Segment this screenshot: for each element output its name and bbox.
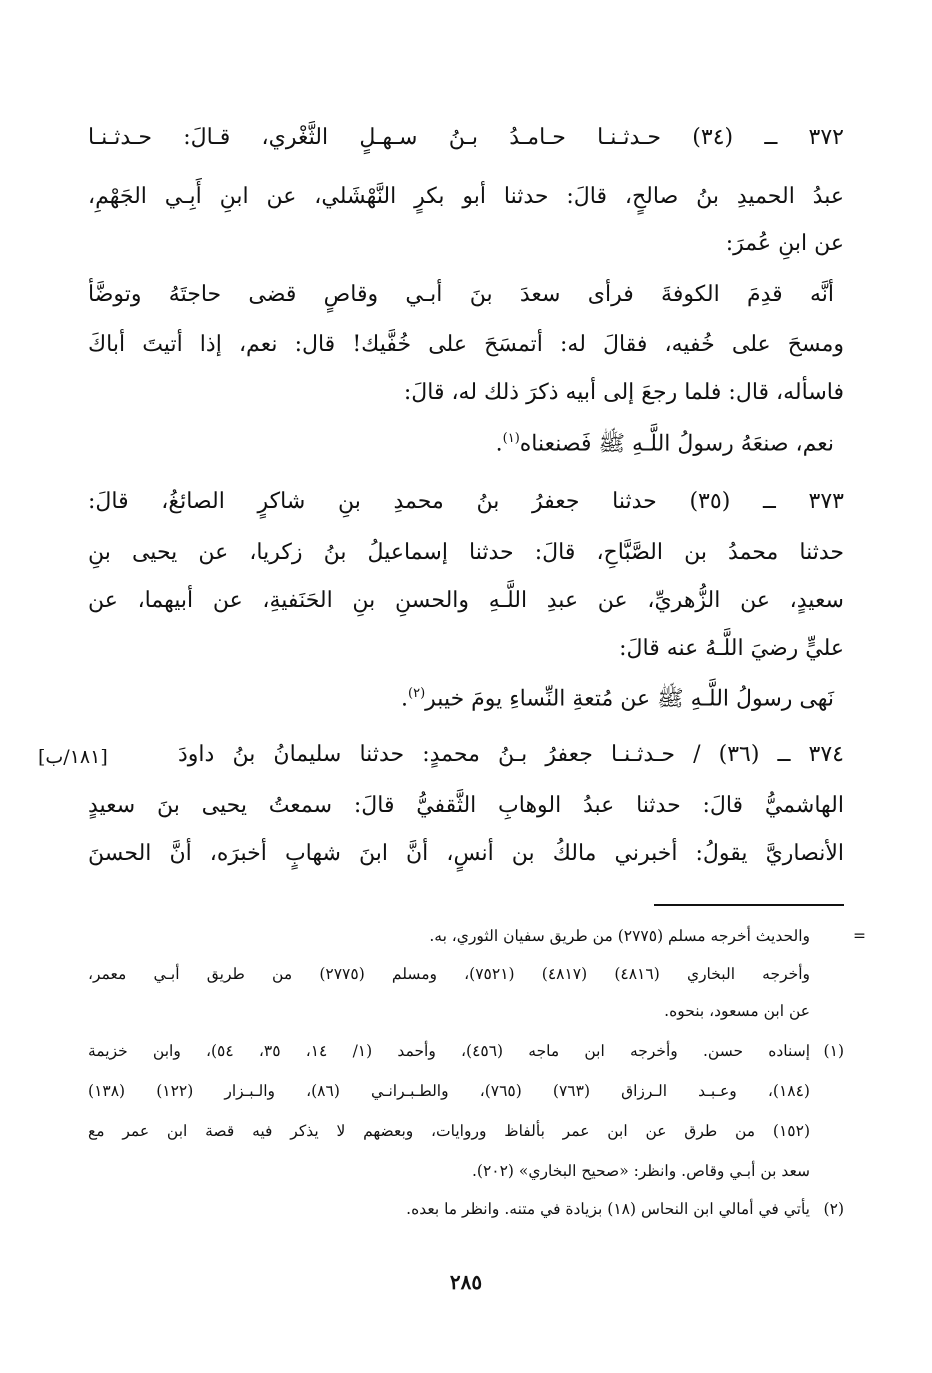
footnote-number: (١) [823, 1042, 844, 1060]
footnote-marker: (١) [502, 431, 520, 446]
footnote-text: (١٥٢) من طرق عن ابن عمر بألفاظ وروايات، وبعضهم لا يذكر فيه قصة ابن عمر مع [88, 1122, 810, 1140]
footnote-text: سعد بن أبـي وقاص. وانظر: «صحيح البخاري» (٢٠٢). [471, 1162, 810, 1180]
footnote-number: (٢) [823, 1200, 844, 1218]
footnote-text: عن ابن مسعود، بنحوه. [664, 1002, 810, 1020]
text-line: عبدُ الحميدِ بنُ صالحٍ، قالَ: حدثنا أبو بكرٍ النَّهْشَلي، عن ابنِ أَبِـي الجَهْمِ، [88, 184, 844, 209]
footnote-marker: (٢) [408, 686, 426, 701]
text-line: ٣٧٣ ــ (٣٥) حدثنا جعفرُ بنُ محمدِ بنِ شاكرٍ الصائغُ، قالَ: [88, 489, 844, 514]
text-line: الهاشميُّ قالَ: حدثنا عبدُ الوهابِ الثَّقفيُّ قالَ: سمعتُ يحيى بنَ سعيدٍ [88, 793, 844, 818]
text-line [78, 687, 834, 710]
period: . [495, 431, 503, 457]
footnote-text: وأخرجه البخاري (٤٨١٦) (٤٨١٧) (٧٥٢١)، ومسلم (٢٧٧٥) من طريق أبـي معمر، [88, 965, 810, 983]
continuation-mark: = [853, 927, 866, 945]
text-line: ٣٧٢ ــ (٣٤) حـدثـنـا حـامـدُ بـنُ سـهـلٍ الثَّغْري، قـالَ: حـدثـنـا [88, 125, 844, 150]
page-number: ٢٨٥ [449, 1270, 483, 1294]
text-line: ومسحَ على خُفيه، فقالَ له: أتمسَحَ على خُفَّيك! قال: نعم، إذا أتيتَ أباكَ [88, 332, 844, 357]
hadith-text: نعم، صنعَهُ رسولُ اللَّـهِ ﷺ فَصنعناه [519, 431, 834, 457]
footnote-separator [654, 904, 844, 906]
text-line: ٣٧٤ ــ (٣٦) / حـدثـنـا جعفرُ بـنُ محمدٍ: حدثنا سليمانُ بنُ داودَ [178, 742, 844, 767]
text-line [78, 432, 834, 455]
text-line: عليٍّ رضيَ اللَّـهُ عنه قالَ: [619, 636, 844, 661]
text-line: سعيدٍ، عن الزُّهريِّ، عن عبدِ اللَّـهِ والحسنِ بنِ الحَنَفيةِ، عن أبيهما، عن [88, 588, 844, 613]
footnote-text: يأتي في أمالي ابن النحاس (١٨) بزيادة في متنه. وانظر ما بعده. [406, 1200, 810, 1218]
text-line: عن ابنِ عُمرَ: [725, 231, 844, 256]
text-line: أنَّه قدِمَ الكوفةَ فرأى سعدَ بنَ أبـي وقاصٍ قضى حاجتَهُ وتوضَّأ [88, 282, 834, 307]
period: . [401, 686, 409, 712]
footnote-text: إسناده حسن. وأخرجه ابن ماجه (٤٥٦)، وأحمد (١/ ١٤، ٣٥، ٥٤)، وابن خزيمة [88, 1042, 811, 1060]
text-line: فاسأله، قال: فلما رجعَ إلى أبيه ذكرَ ذلك له، قالَ: [403, 380, 844, 405]
hadith-text: نَهى رسولُ اللَّـهِ ﷺ عن مُتعةِ النِّساءِ يومَ خيبر [425, 686, 834, 712]
footnote-text: والحديث أخرجه مسلم (٢٧٧٥) من طريق سفيان الثوري، به. [429, 927, 810, 945]
text-line: الأنصاريَّ يقولُ: أخبرني مالكُ بن أنسٍ، أنَّ ابنَ شهابٍ أخبرَه، أنَّ الحسنَ [88, 841, 844, 866]
manuscript-folio-ref: [١٨١/ب] [38, 746, 108, 768]
footnote-text: (١٨٤)، وعـبـد الـرزاق (٧٦٣) (٧٦٥)، والطـبـرانـي (٨٦)، والـبـزار (١٢٢) (١٣٨) [88, 1082, 810, 1100]
text-line: حدثنا محمدُ بن الصَّبَّاحِ، قالَ: حدثنا إسماعيلُ بنُ زكريا، عن يحيى بنِ [88, 540, 844, 565]
